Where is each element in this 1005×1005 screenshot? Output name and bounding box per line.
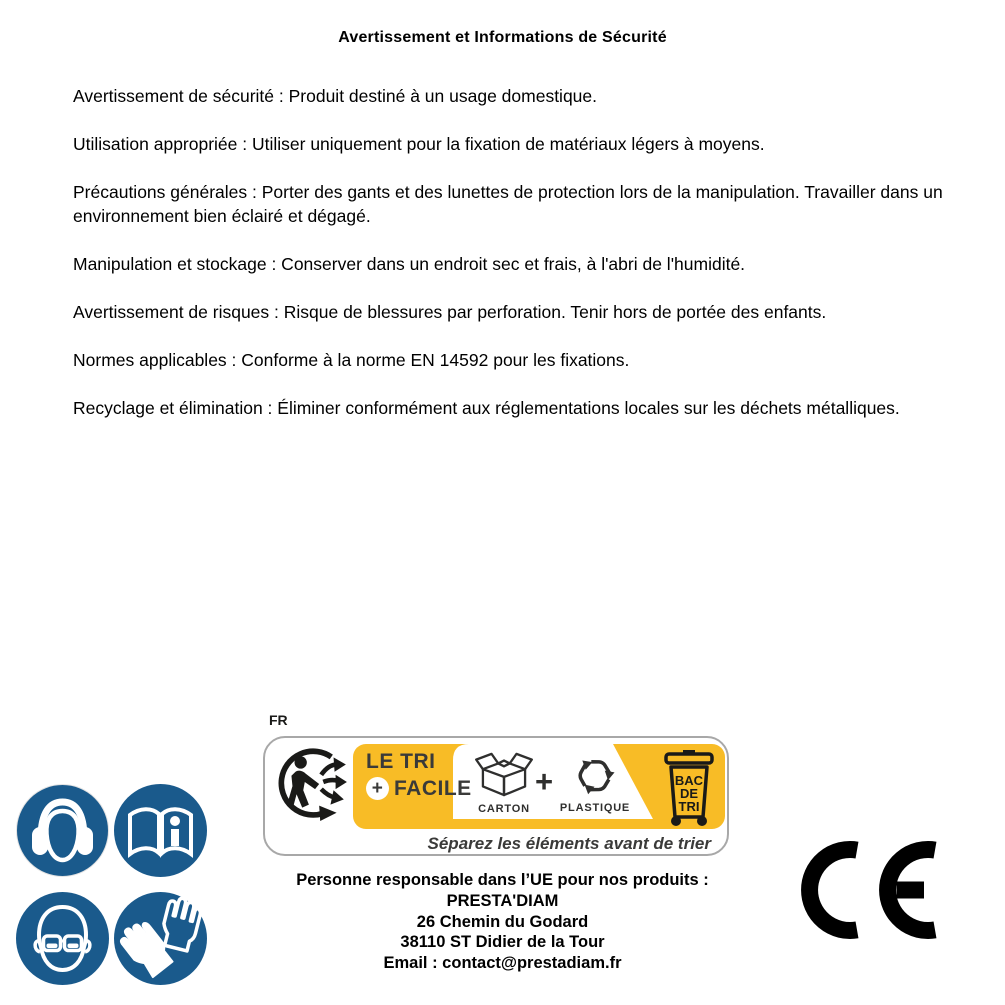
paragraph-handling-storage: Manipulation et stockage : Conserver dans un endroit sec et frais, à l'abri de l'humidité. [73,254,746,274]
page-title: Avertissement et Informations de Sécurité [338,29,667,46]
paragraph-applicable-standards: Normes applicables : Conforme à la norme EN 14592 pour les fixations. [73,350,630,370]
sorting-bin-icon [663,748,715,828]
cardboard-box-icon [475,751,533,797]
plus-badge-icon: + [366,777,389,800]
responsible-city: 38110 ST Didier de la Tour [400,933,605,952]
materials-plus-separator: + [535,764,554,799]
responsible-email: Email : contact@prestadiam.fr [383,954,622,973]
paragraph-appropriate-use: Utilisation appropriée : Utiliser uniquement pour la fixation de matériaux légers à moyens. [73,134,765,154]
material-carton [468,751,540,815]
bin-label-line2: DE [679,786,699,801]
le-tri-facile-headline [366,749,472,801]
paragraph-recycling-disposal: Recyclage et élimination : Éliminer conformément aux réglementations locales sur les déchets métalliques. [73,398,900,418]
material-plastique-label: PLASTIQUE [559,802,631,814]
safety-paragraphs [73,84,945,444]
read-instruction-manual-icon [114,784,207,877]
responsible-heading: Personne responsable dans l’UE pour nos produits : [296,871,709,889]
material-plastique [555,752,635,814]
infotri-yellow-band [353,744,725,829]
headline-line2: FACILE [394,777,472,800]
wear-ear-protection-icon [16,784,109,877]
headline-line1: LE TRI [366,750,436,773]
paragraph-risk-warning: Avertissement de risques : Risque de blessures par perforation. Tenir hors de portée des enfants. [73,302,827,322]
triman-recycling-icon [275,745,351,821]
material-carton-label: CARTON [478,803,530,815]
responsible-street: 26 Chemin du Godard [416,912,589,931]
responsible-company: PRESTA'DIAM [446,891,559,910]
ce-marking-icon [796,838,941,942]
bin-label-line3: TRI [678,799,700,814]
infotri-recycling-label [263,736,729,856]
bin-label-line1: BAC [674,773,704,788]
infotri-footer-text: Séparez les éléments avant de trier [427,834,711,853]
recycling-triangle-icon [571,752,619,796]
country-code-label: FR [269,712,288,728]
paragraph-safety-warning: Avertissement de sécurité : Produit destiné à un usage domestique. [73,86,598,106]
paragraph-general-precautions: Précautions générales : Porter des gants et des lunettes de protection lors de la manipulation. Travailler dans un environnement bien éclairé et dégagé. [73,182,943,226]
